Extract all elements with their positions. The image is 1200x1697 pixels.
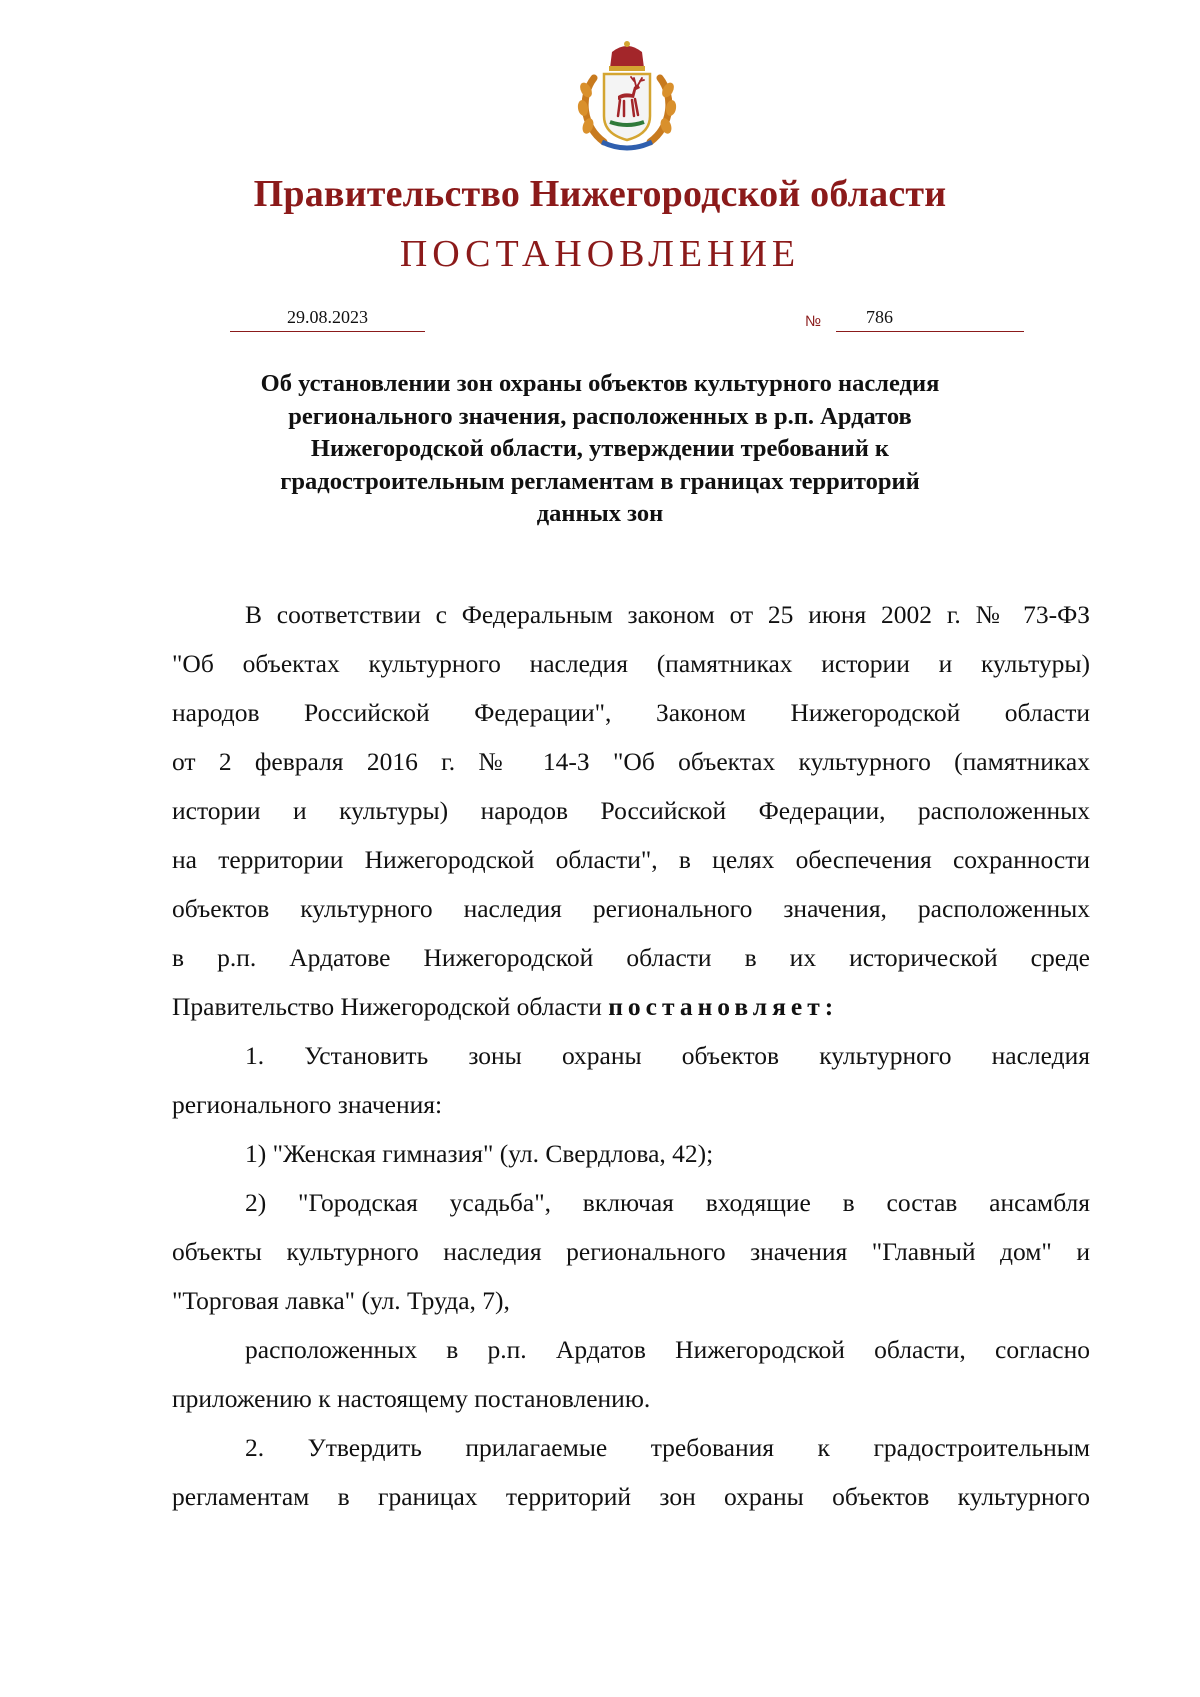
subject-line: данных зон	[536, 500, 664, 527]
body-line: 2) "Городская усадьба", включая входящие в состав ансамбля	[245, 1188, 1090, 1217]
decree-subject: Правительство Нижегородской области	[172, 992, 609, 1021]
body-line: 1) "Женская гимназия" (ул. Свердлова, 42);	[245, 1139, 714, 1168]
body-line: на территории Нижегородской области", в целях обеспечения сохранности	[172, 845, 1090, 874]
coat-of-arms-icon	[574, 38, 680, 156]
body-line: регионального значения:	[172, 1090, 443, 1119]
number-sign: №	[805, 313, 822, 330]
body-line	[172, 982, 1090, 1031]
body-line: народов Российской Федерации", Законом Нижегородской области	[172, 698, 1090, 727]
decree-verb: постановляет:	[608, 992, 839, 1021]
body-line: расположенных в р.п. Ардатов Нижегородской области, согласно	[245, 1335, 1090, 1364]
subject-line: Нижегородской области, утверждении требований к	[310, 435, 890, 462]
body-line: "Торговая лавка" (ул. Труда, 7),	[172, 1286, 510, 1315]
document-subject	[175, 368, 1025, 531]
document-number-field	[836, 305, 1024, 332]
document-body	[172, 590, 1090, 1521]
body-line: объекты культурного наследия регионального значения "Главный дом" и	[172, 1237, 1090, 1266]
body-line: "Об объектах культурного наследия (памятниках истории и культуры)	[172, 649, 1090, 678]
document-number: 786	[866, 307, 893, 327]
document-date: 29.08.2023	[230, 305, 425, 332]
body-line: в р.п. Ардатове Нижегородской области в их исторической среде	[172, 943, 1090, 972]
body-line: приложению к настоящему постановлению.	[172, 1384, 651, 1413]
body-line: 1. Установить зоны охраны объектов культурного наследия	[245, 1041, 1090, 1070]
subject-line: Об установлении зон охраны объектов культурного наследия	[260, 370, 940, 397]
subject-line: регионального значения, расположенных в р.п. Ардатов	[288, 402, 912, 430]
subject-line: градостроительным регламентам в границах территорий	[280, 467, 920, 495]
document-type: ПОСТАНОВЛЕНИЕ	[399, 233, 801, 275]
body-line: В соответствии с Федеральным законом от 25 июня 2002 г. № 73-ФЗ	[245, 600, 1090, 629]
body-line: от 2 февраля 2016 г. № 14-З "Об объектах культурного (памятниках	[172, 747, 1090, 776]
body-line: регламентам в границах территорий зон охраны объектов культурного	[172, 1482, 1090, 1511]
body-line: истории и культуры) народов Российской Федерации, расположенных	[172, 796, 1090, 825]
government-title: Правительство Нижегородской области	[253, 173, 947, 215]
body-line: 2. Утвердить прилагаемые требования к градостроительным	[245, 1433, 1090, 1462]
body-line: объектов культурного наследия регионального значения, расположенных	[172, 894, 1090, 923]
